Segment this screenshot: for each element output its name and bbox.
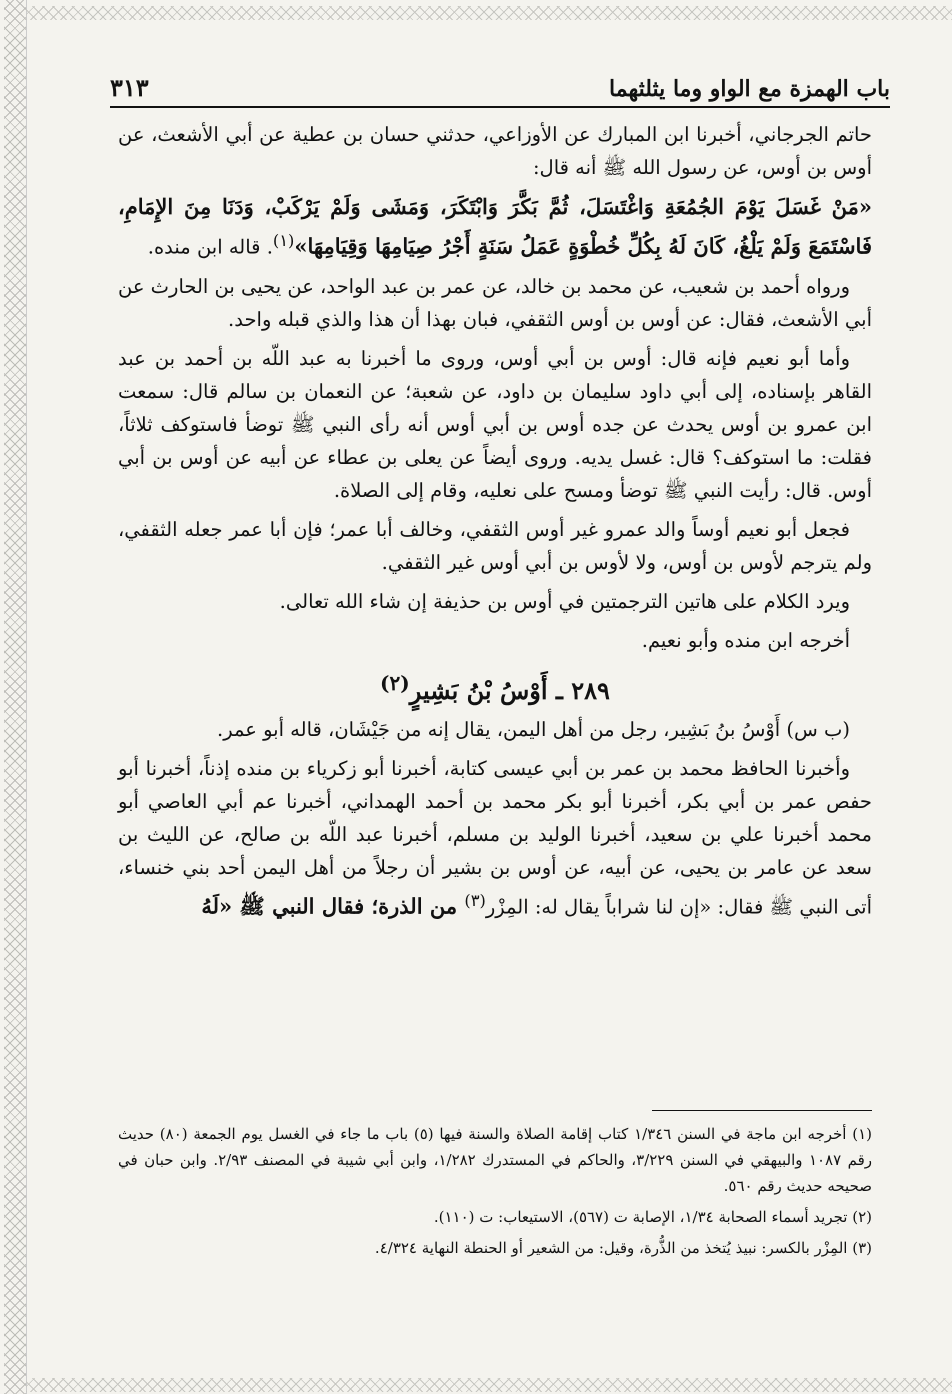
hadith-tail: . قاله ابن منده. <box>147 235 273 259</box>
paragraph-9-tail: من الذرة؛ فقال النبي ﷺ «لَهُ <box>201 893 465 918</box>
entry-heading-text: ٢٨٩ ـ أَوْسُ بْنُ بَشِيرٍ <box>409 675 610 705</box>
hadith-text: «مَنْ غَسَلَ يَوْمَ الجُمُعَةِ وَاغْتَسَلَ، ثُمَّ بَكَّرَ وَابْتَكَرَ، وَمَشَى وَلَمْ يَرْكَبْ، وَدَنَا مِنَ الإِمَامِ، فَاسْتَمَعَ وَلَمْ يَلْغُ، كَانَ لَهُ بِكُلِّ خُطْوَةٍ عَمَلُ سَنَةٍ أَجْرُ صِيَامِهَا وَقِيَامِهَا» <box>118 194 872 259</box>
paragraph-3: ورواه أحمد بن شعيب، عن محمد بن خالد، عن عمر بن عبد الواحد، عن يحيى بن الحارث عن أبي الأشعث، فقال: عن أوس بن أوس الثقفي، فبان بهذا أن هذا والذي قبله واحد. <box>118 274 872 331</box>
running-header <box>110 62 890 108</box>
page-border-top <box>26 6 952 20</box>
paragraph-hadith <box>118 190 872 264</box>
paragraph-9 <box>118 752 872 924</box>
page-number: ٣١٣ <box>110 73 149 102</box>
paragraph-5: فجعل أبو نعيم أوساً والد عمرو غير أوس الثقفي، وخالف أبا عمر؛ فإن أبا عمر جعله الثقفي، ولم يترجم لأوس بن أوس، ولا لأوس بن أبي أوس غير الثقفي. <box>118 517 872 574</box>
paragraph-9-text: وأخبرنا الحافظ محمد بن عمر بن أبي عيسى كتابة، أخبرنا أبو زكرياء بن منده إذناً، أخبرنا أبو حفص عمر بن أبي بكر، أخبرنا أبو بكر محمد بن أحمد الهمداني، أخبرنا عم أبي العاصي أبو محمد أخبرنا علي بن سعيد، أخبرنا الوليد بن مسلم، أخبرنا عبد اللّه بن صالح، عن الليث بن سعد عن عامر بن يحيى، عن أبيه، عن أوس بن بشير أن رجلاً من أهل اليمن أحد بني خنساء، أتى النبي ﷺ فقال: «إن لنا شراباً يقال له: المِزْر <box>118 756 872 918</box>
footnote-divider <box>652 1110 872 1111</box>
main-text <box>118 118 872 929</box>
footnote-1: (١) أخرجه ابن ماجة في السنن ١/٣٤٦ كتاب إقامة الصلاة والسنة فيها (٥) باب ما جاء في الغسل يوم الجمعة (٨٠) حديث رقم ١٠٨٧ والبيهقي في السنن ٣/٢٢٩، والحاكم في المستدرك ١/٢٨٢، وابن أبي شيبة في المصنف ٢/٩٣. وابن حبان في صحيحه حديث رقم ٥٦٠. <box>118 1125 873 1195</box>
paragraph-8: (ب س) أَوْسُ بنُ بَشِير، رجل من أهل اليمن، يقال إنه من جَيْشَان، قاله أبو عمر. <box>217 717 850 741</box>
entry-heading <box>118 667 872 707</box>
footnote-ref-3: (٣) <box>464 890 486 910</box>
paragraph-1: حاتم الجرجاني، أخبرنا ابن المبارك عن الأوزاعي، حدثني حسان بن عطية عن أبي الأشعث، عن أوس بن أوس، عن رسول الله ﷺ أنه قال: <box>118 123 872 179</box>
footnote-3: (٣) المِزْر بالكسر: نبيذ يُتخذ من الذُّرة، وقيل: من الشعير أو الحنطة النهاية ٤/٣٢٤. <box>374 1239 872 1257</box>
footnotes <box>118 1110 872 1266</box>
page-border-left <box>4 0 27 1394</box>
footnote-ref-1: (١) <box>272 231 295 250</box>
footnote-2: (٢) تجريد أسماء الصحابة ١/٣٤، الإصابة ت (٥٦٧)، الاستيعاب: ت (١١٠). <box>433 1208 872 1226</box>
footnote-ref-2: (٢) <box>380 670 410 695</box>
paragraph-4: وأما أبو نعيم فإنه قال: أوس بن أبي أوس، وروى ما أخبرنا به عبد اللّه بن أحمد بن عبد القاهر بإسناده، إلى أبي داود سليمان بن داود، عن شعبة؛ عن النعمان بن سالم قال: سمعت ابن عمرو بن أوس يحدث عن جده أوس بن أبي أوس أنه رأى النبي ﷺ توضأ فاستوكف ثلاثاً، فقلت: ما استوكف؟ قال: غسل يديه. وروى أيضاً عن يعلى بن عطاء عن أبيه عن أوس بن أبي أوس. قال: رأيت النبي ﷺ توضأ ومسح على نعليه، وقام إلى الصلاة. <box>118 346 872 502</box>
page-border-bottom <box>26 1378 952 1392</box>
paragraph-6: ويرد الكلام على هاتين الترجمتين في أوس بن حذيفة إن شاء الله تعالى. <box>279 589 850 613</box>
paragraph-7: أخرجه ابن منده وأبو نعيم. <box>641 628 850 652</box>
chapter-title: باب الهمزة مع الواو وما يثلثهما <box>609 76 890 102</box>
